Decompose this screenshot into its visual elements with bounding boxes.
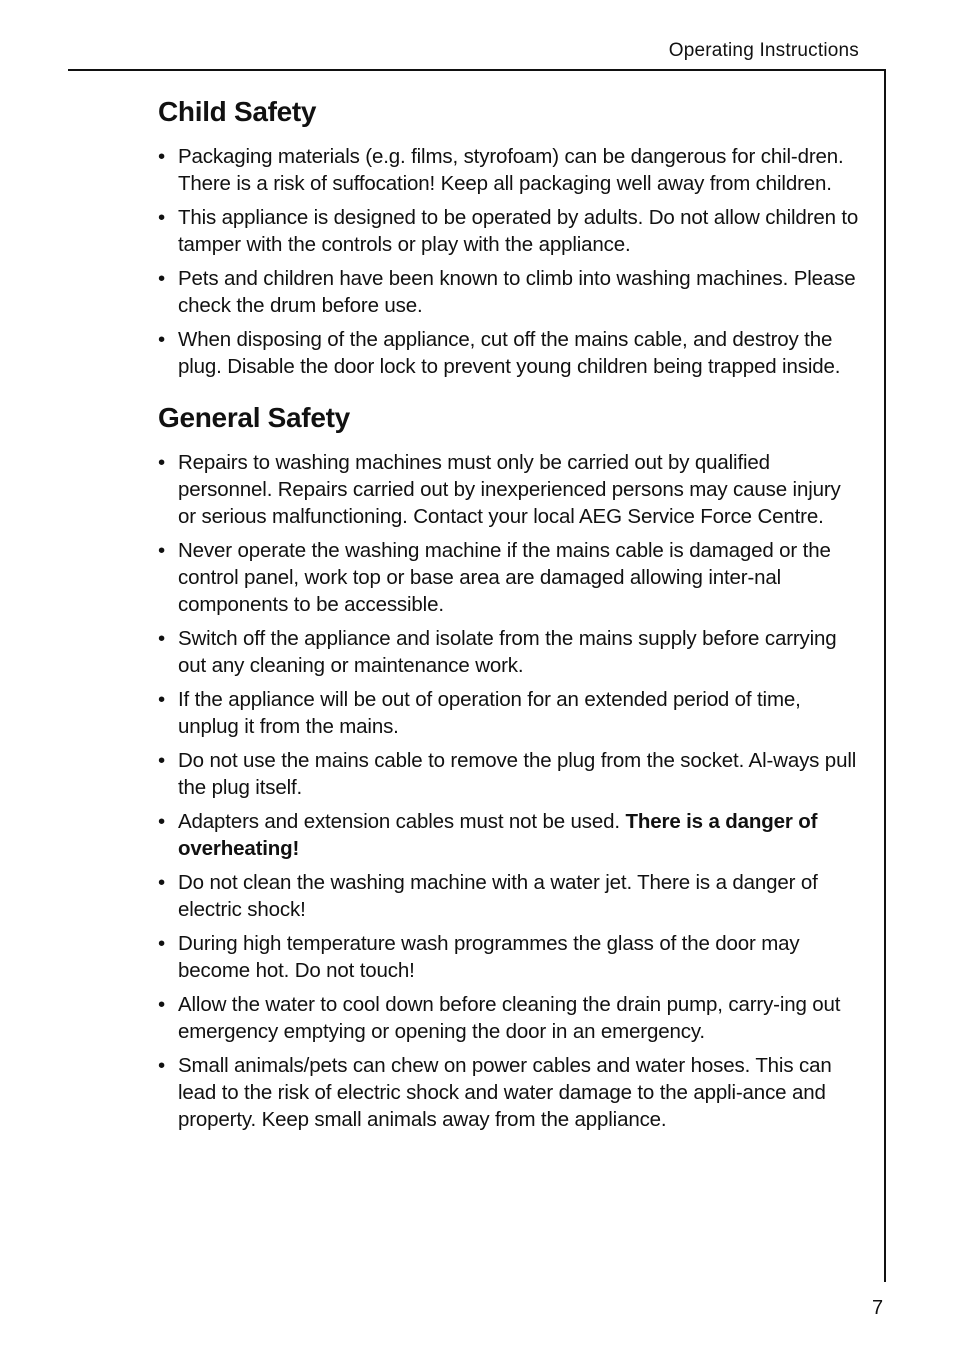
list-item: • Do not clean the washing machine with a water jet. There is a danger of electric shock!	[158, 871, 818, 921]
bullet-icon: •	[158, 539, 166, 562]
bullet-icon: •	[158, 267, 166, 290]
list-item: • Packaging materials (e.g. films, styrofoam) can be dangerous for chil-dren. There is a risk of suffocation! Keep all packaging well away from children.	[158, 145, 844, 195]
list-item: • Switch off the appliance and isolate from the mains supply before carrying out any cleaning or maintenance work.	[158, 627, 837, 677]
list-item: • Do not use the mains cable to remove the plug from the socket. Al-ways pull the plug itself.	[158, 749, 857, 799]
bullet-icon: •	[158, 627, 166, 650]
list-item: • Pets and children have been known to climb into washing machines. Please check the drum before use.	[158, 267, 856, 317]
page-content	[158, 92, 863, 1140]
list-item: • Never operate the washing machine if the mains cable is damaged or the control panel, work top or base area are damaged allowing inter-nal components to be accessible.	[158, 539, 831, 616]
section-heading-general-safety: General Safety	[158, 402, 350, 433]
bullet-icon: •	[158, 206, 166, 229]
bullet-icon: •	[158, 871, 166, 894]
header-rule	[68, 69, 886, 71]
danger-warning: There is a danger of overheating!	[178, 810, 818, 860]
bullet-icon: •	[158, 749, 166, 772]
bullet-icon: •	[158, 810, 166, 833]
list-item: • Small animals/pets can chew on power cables and water hoses. This can lead to the risk of electric shock and water damage to the appli-ance and property. Keep small animals away from the appliance.	[158, 1054, 832, 1131]
bullet-icon: •	[158, 932, 166, 955]
child-safety-list	[158, 143, 863, 380]
section-heading-child-safety: Child Safety	[158, 96, 317, 127]
list-item: • If the appliance will be out of operation for an extended period of time, unplug it from the mains.	[158, 688, 801, 738]
list-item: • Repairs to washing machines must only be carried out by qualified personnel. Repairs carried out by inexperienced persons may cause injury or serious malfunctioning. Contact your local AEG Service Force Centre.	[158, 451, 841, 528]
page-number: 7	[872, 1297, 884, 1319]
bullet-icon: •	[158, 145, 166, 168]
bullet-icon: •	[158, 993, 166, 1016]
side-rule	[884, 69, 886, 1282]
list-item: • Adapters and extension cables must not be used. There is a danger of overheating!	[158, 810, 818, 860]
general-safety-list	[158, 449, 863, 1133]
bullet-icon: •	[158, 328, 166, 351]
list-item: • Allow the water to cool down before cleaning the drain pump, carry-ing out emergency emptying or opening the door in an emergency.	[158, 993, 841, 1043]
running-header: Operating Instructions	[668, 40, 859, 61]
list-item: • When disposing of the appliance, cut off the mains cable, and destroy the plug. Disable the door lock to prevent young children being trapped inside.	[158, 328, 841, 378]
bullet-icon: •	[158, 451, 166, 474]
list-item: • During high temperature wash programmes the glass of the door may become hot. Do not touch!	[158, 932, 800, 982]
bullet-icon: •	[158, 1054, 166, 1077]
list-item: • This appliance is designed to be operated by adults. Do not allow children to tamper with the controls or play with the appliance.	[158, 206, 859, 256]
bullet-icon: •	[158, 688, 166, 711]
